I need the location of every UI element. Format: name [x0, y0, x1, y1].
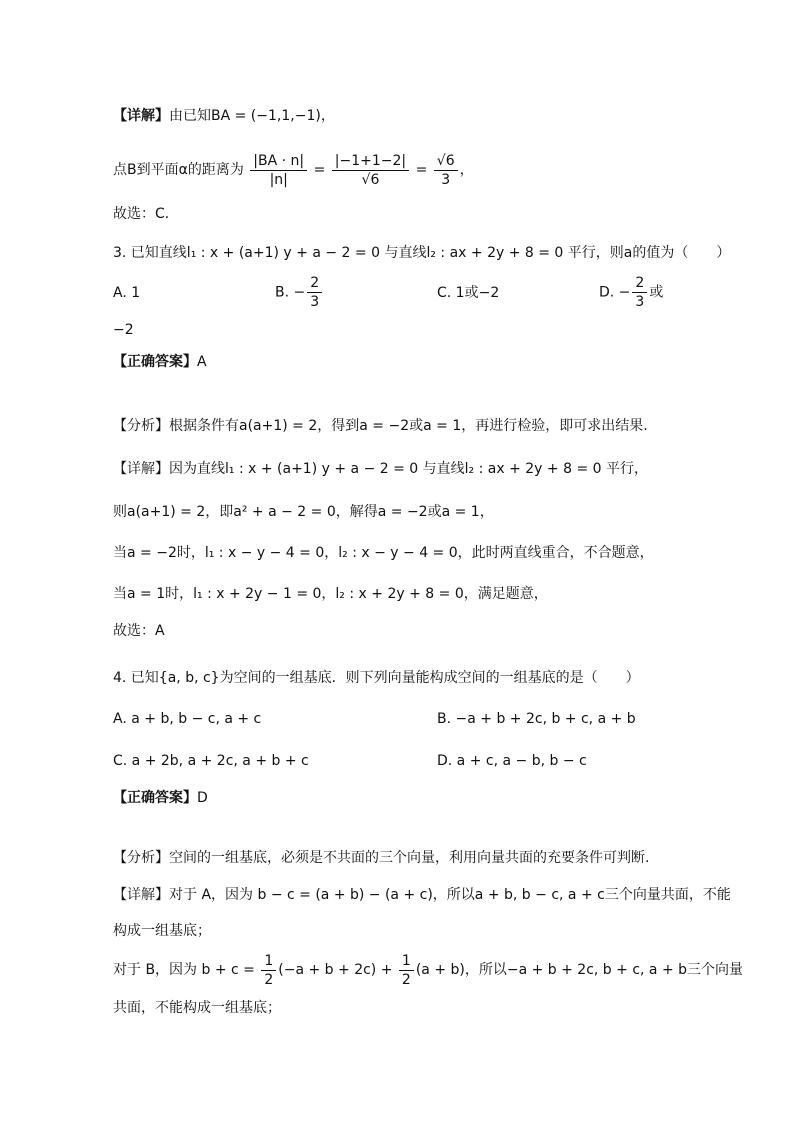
s1-frac-2-num: |−1+1−2| — [332, 152, 409, 171]
q4-frac-2-den: 2 — [401, 971, 411, 988]
s1-detail-line — [113, 106, 335, 126]
s1-eq-2: = — [415, 162, 428, 178]
q4-option-b: B. −a + b + 2c, b + c, a + b — [437, 711, 636, 727]
q3-option-b-den: 3 — [310, 294, 320, 310]
q3-option-b-frac — [307, 274, 322, 311]
s1-frac-3 — [434, 152, 458, 189]
q3-option-d-den: 3 — [635, 294, 645, 310]
q4-option-d: D. a + c, a − b, b − c — [437, 753, 587, 769]
q3-option-d-num: 2 — [632, 274, 647, 293]
s1-frac-1 — [250, 152, 307, 189]
q3-answer-tag: 【正确答案】 — [113, 354, 197, 370]
q3-option-b — [275, 274, 324, 311]
q4-stem: 4. 已知{a, b, c}为空间的一组基底．则下列向量能构成空间的一组基底的是（ ） — [113, 670, 640, 686]
q4-frac-2 — [399, 952, 414, 989]
q4-detail-1: 【详解】对于 A，因为 b − c = (a + b) − (a + c)，所以a + b, b − c, a + c三个向量共面，不能 — [113, 887, 731, 903]
q3-analysis: 【分析】根据条件有a(a+1) = 2，得到a = −2或a = 1，再进行检验，即可求出结果. — [113, 418, 648, 434]
q4-option-c: C. a + 2b, a + 2c, a + b + c — [113, 753, 309, 769]
q4-detail-3-middle: (−a + b + 2c) + — [278, 962, 393, 978]
q4-detail-3-suffix: (a + b)，所以−a + b + 2c, b + c, a + b三个向量 — [415, 962, 744, 978]
q3-option-d-prefix: D. − — [599, 284, 631, 301]
q4-frac-2-num: 1 — [399, 952, 414, 971]
q3-option-b-num: 2 — [307, 274, 322, 293]
q3-option-d-suffix: 或 — [649, 284, 664, 301]
s1-frac-2 — [332, 152, 409, 189]
q3-detail-1: 【详解】因为直线l₁ : x + (a+1) y + a − 2 = 0 与直线l₂ : ax + 2y + 8 = 0 平行， — [113, 461, 648, 477]
q3-option-d-frac — [632, 274, 647, 311]
s1-detail-tag: 【详解】 — [113, 108, 169, 124]
q4-frac-1 — [261, 952, 276, 989]
q3-option-c: C. 1或−2 — [437, 285, 500, 301]
s1-frac-3-num: √6 — [434, 152, 458, 171]
q4-answer-line — [113, 788, 208, 808]
q3-answer: A — [197, 354, 207, 370]
q4-frac-1-num: 1 — [261, 952, 276, 971]
q3-option-d-continued: −2 — [113, 322, 134, 338]
q4-detail-2: 构成一组基底； — [113, 923, 211, 939]
q3-option-a: A. 1 — [113, 285, 141, 301]
q3-detail-2: 则a(a+1) = 2，即a² + a − 2 = 0，解得a = −2或a = 1， — [113, 504, 494, 520]
q3-choose: 故选：A — [113, 623, 165, 639]
q4-detail-4: 共面，不能构成一组基底； — [113, 1000, 281, 1016]
s1-frac-1-num: |BA · n| — [250, 152, 307, 171]
s1-choose: 故选：C． — [113, 206, 179, 222]
q4-option-a: A. a + b, b − c, a + c — [113, 711, 262, 727]
q4-frac-1-den: 2 — [264, 971, 274, 988]
s1-frac-3-den: 3 — [441, 171, 451, 188]
s1-frac-1-den: |n| — [269, 171, 288, 188]
s1-tail: ， — [459, 162, 474, 178]
s1-eq-1: = — [313, 162, 326, 178]
q4-answer-tag: 【正确答案】 — [113, 790, 197, 806]
q4-analysis: 【分析】空间的一组基底，必须是不共面的三个向量，利用向量共面的充要条件可判断. — [113, 850, 650, 866]
q3-option-d — [599, 274, 663, 311]
q4-answer: D — [197, 790, 208, 806]
q3-option-b-prefix: B. − — [275, 284, 306, 301]
q3-answer-line — [113, 352, 207, 372]
q3-detail-3: 当a = −2时，l₁ : x − y − 4 = 0，l₂ : x − y − 4 = 0，此时两直线重合，不合题意， — [113, 545, 654, 561]
q4-detail-3-prefix: 对于 B，因为 b + c = — [113, 962, 255, 978]
s1-distance-line — [113, 142, 474, 198]
s1-distance-label: 点B到平面α的距离为 — [113, 162, 244, 178]
q3-stem: 3. 已知直线l₁ : x + (a+1) y + a − 2 = 0 与直线l₂ : ax + 2y + 8 = 0 平行，则a的值为（ ） — [113, 245, 731, 261]
q4-detail-3 — [113, 950, 743, 990]
s1-frac-2-den: √6 — [361, 171, 380, 188]
s1-detail-text: 由已知BA = (−1,1,−1)， — [169, 108, 335, 124]
q3-detail-4: 当a = 1时，l₁ : x + 2y − 1 = 0，l₂ : x + 2y + 8 = 0，满足题意， — [113, 586, 548, 602]
